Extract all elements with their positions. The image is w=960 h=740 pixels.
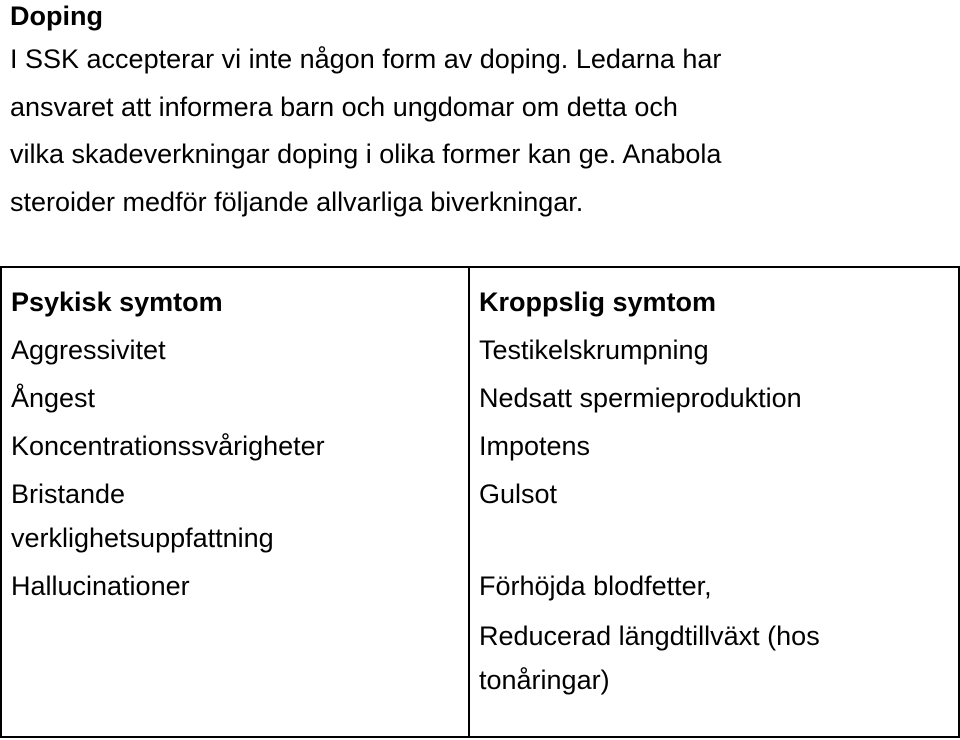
list-item: tonåringar) bbox=[479, 665, 610, 695]
intro-line: ansvaret att informera barn och ungdomar om detta och bbox=[10, 91, 678, 122]
psychological-symptoms-header: Psykisk symtom bbox=[11, 287, 223, 317]
intro-line: I SSK accepterar vi inte någon form av doping. Ledarna har bbox=[10, 44, 722, 74]
list-item: Förhöjda blodfetter, bbox=[479, 571, 712, 601]
intro-line: vilka skadeverkningar doping i olika former kan ge. Anabola bbox=[10, 139, 722, 169]
list-item: Aggressivitet bbox=[11, 335, 166, 365]
intro-paragraph bbox=[10, 36, 955, 226]
list-item: Gulsot bbox=[479, 479, 558, 509]
physical-symptoms-header: Kroppslig symtom bbox=[479, 287, 717, 317]
psychological-symptoms-cell bbox=[1, 267, 469, 737]
document-heading: Doping bbox=[10, 1, 103, 31]
intro-line: steroider medför följande allvarliga biverkningar. bbox=[10, 186, 584, 217]
list-item: Impotens bbox=[479, 431, 591, 461]
list-item: verklighetsuppfattning bbox=[11, 523, 274, 553]
physical-symptoms-cell bbox=[469, 267, 959, 737]
list-item: Reducerad längdtillväxt (hos bbox=[479, 621, 820, 651]
list-item: Ångest bbox=[11, 383, 96, 413]
symptom-table bbox=[0, 266, 960, 738]
list-item: Bristande bbox=[11, 479, 126, 509]
symptom-table-content-row bbox=[1, 267, 959, 737]
list-item: Koncentrationssvårigheter bbox=[11, 431, 325, 461]
list-item: Hallucinationer bbox=[11, 571, 190, 601]
list-item bbox=[479, 518, 950, 558]
list-item: Testikelskrumpning bbox=[479, 335, 709, 365]
list-item: Nedsatt spermieproduktion bbox=[479, 383, 802, 413]
